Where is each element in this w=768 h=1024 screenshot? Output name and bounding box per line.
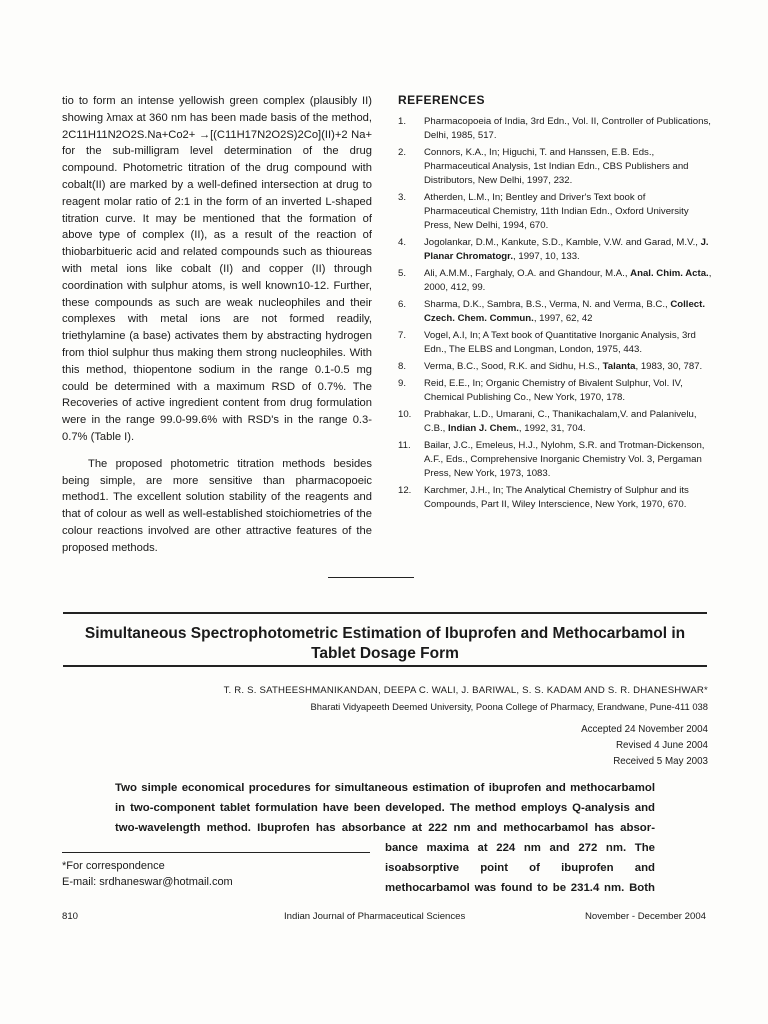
- title-bottom-rule: [63, 665, 707, 667]
- abstract-line: in two-component tablet formulation have been developed. The method employs Q-analysis and: [115, 802, 655, 814]
- reference-number: 7.: [398, 330, 407, 341]
- reference-journal: J. Planar Chromatogr.: [424, 237, 709, 262]
- reference-number: 10.: [398, 409, 412, 420]
- date-revised: Revised 4 June 2004: [615, 740, 708, 751]
- reference-number: 9.: [398, 378, 407, 389]
- date-received: Received 5 May 2003: [613, 756, 708, 767]
- reference-journal: Collect. Czech. Chem. Commun.: [424, 299, 705, 324]
- reference-journal: Indian J. Chem.: [448, 423, 519, 434]
- reference-text: [424, 115, 714, 143]
- reference-number: 4.: [398, 237, 407, 248]
- reference-citation: Pharmacopoeia of India, 3rd Edn., Vol. II, Controller of Publications, Delhi, 1985, 517.: [424, 116, 711, 141]
- reference-number: 11.: [398, 440, 411, 451]
- reference-text: [424, 360, 714, 374]
- reference-citation: Vogel, A.I, In; A Text book of Quantitative Inorganic Analysis, 3rd Edn., The ELBS and Longman, London, 1975, 443.: [424, 330, 696, 355]
- reference-item: [398, 329, 714, 357]
- reference-item: [398, 360, 714, 374]
- abstract-line: methocarbamol was found to be 231.4 nm. Both: [385, 882, 655, 894]
- title-top-rule: [63, 612, 707, 614]
- reference-volume: , 1992, 31, 704.: [518, 423, 586, 434]
- reference-item: [398, 484, 714, 512]
- left-paragraph-1: tio to form an intense yellowish green complex (plausibly II) showing λmax at 360 nm has been made basis of the method, 2C11H11N2O2S.Na+Co2+ →[(C11H17N2O2S)2Co](II)+2 Na+ for the sub-milligram level determination of the drug compound. Photometric titration of the drug compound with cobalt(II) are marked by a well-defined intersection at drug to reagent molar ratio of 2:1 in the form of an inverted L-shaped titration curve. It may be mentioned that the formation of above type of complex (II), as a result of the reaction of thiobarbitueric acid and related compounds such as thioureas with metal ions like cobalt (II) and copper (II) through coordination with sulphur atoms, is well known10-12. Further, these compounds as such are weak nucleophiles and their complexes with metal ions are not formed readily, triethylamine (a base) activates them by abstracting hydrogen from thiol sulphur thus making them strong nucleophiles. With this method, thiopentone sodium in the range 0.1-0.5 mg could be determined with a maximum RSD of 0.7%. The Recoveries of active ingredient content from drug formulation were in the range 99.0-99.6% with RSD's in the range 0.3-0.7% (Table I).: [62, 95, 372, 443]
- reference-number: 6.: [398, 299, 407, 310]
- reference-number: 5.: [398, 268, 407, 279]
- reference-item: [398, 298, 714, 326]
- section-divider-short: [328, 577, 414, 578]
- reference-volume: , 1997, 10, 133.: [513, 251, 580, 262]
- abstract-line: Two simple economical procedures for simultaneous estimation of ibuprofen and methocarbamol: [115, 782, 655, 794]
- reference-volume: , 1997, 62, 42: [533, 313, 593, 324]
- abstract-line: two-wavelength method. Ibuprofen has absorbance at 222 nm and methocarbamol has absor-: [115, 822, 655, 834]
- reference-text: [424, 484, 714, 512]
- reference-item: [398, 439, 714, 481]
- date-accepted: Accepted 24 November 2004: [581, 724, 708, 735]
- article-authors: T. R. S. SATHEESHMANIKANDAN, DEEPA C. WALI, J. BARIWAL, S. S. KADAM AND S. R. DHANESHWAR*: [223, 685, 708, 696]
- article-affiliation: Bharati Vidyapeeth Deemed University, Poona College of Pharmacy, Erandwane, Pune-411 038: [310, 701, 708, 712]
- reference-item: [398, 146, 714, 188]
- abstract-line: isoabsorptive point of ibuprofen and: [385, 862, 655, 874]
- reference-text: [424, 377, 714, 405]
- reference-item: [398, 115, 714, 143]
- reference-citation: Connors, K.A., In; Higuchi, T. and Hanssen, E.B. Eds., Pharmaceutical Analysis, 1st Indian Edn., CBS Publishers and Distributors, New Delhi, 1997, 232.: [424, 147, 689, 186]
- reference-text: [424, 298, 714, 326]
- issue-date: November - December 2004: [584, 911, 706, 922]
- article-title: Simultaneous Spectrophotometric Estimation of Ibuprofen and Methocarbamol in Tablet Dosage Form: [84, 625, 686, 662]
- correspondence-label: *For correspondence: [62, 860, 165, 872]
- references-list: [398, 115, 714, 512]
- reference-volume: , 2000, 412, 99.: [424, 268, 712, 293]
- reference-text: [424, 329, 714, 357]
- reference-text: [424, 408, 714, 436]
- reference-citation: Ali, A.M.M., Farghaly, O.A. and Ghandour, M.A.,: [424, 268, 631, 279]
- reference-citation: Bailar, J.C., Emeleus, H.J., Nylohm, S.R. and Trotman-Dickenson, A.F., Eds., Comprehensive Inorganic Chemistry Vol. 3, Pergaman Press, New York, 1973, 1083.: [424, 440, 705, 479]
- reference-item: [398, 408, 714, 436]
- abstract-line: bance maxima at 224 nm and 272 nm. The: [385, 842, 655, 854]
- reference-item: [398, 191, 714, 233]
- reference-item: [398, 267, 714, 295]
- references-heading: REFERENCES: [398, 93, 486, 107]
- reference-citation: Verma, B.C., Sood, R.K. and Sidhu, H.S.,: [424, 361, 603, 372]
- reference-text: [424, 267, 714, 295]
- reference-number: 12.: [398, 485, 412, 496]
- abstract-top: [115, 778, 655, 838]
- left-column: [62, 93, 372, 557]
- left-paragraph-2: The proposed photometric titration methods besides being simple, are more sensitive than pharmacopoeic method1. The excellent solution stability of the reagents and that of colour as well as well-established stoichiometries of the colour reactions involved are other attractive features of the proposed methods.: [62, 457, 372, 554]
- page-number: 810: [62, 911, 79, 922]
- abstract-bottom: [385, 838, 655, 898]
- references-section: [398, 93, 714, 515]
- footnote-rule: [62, 852, 370, 853]
- reference-citation: Prabhakar, L.D., Umarani, C., Thanikachalam,V. and Palanivelu, C.B.,: [424, 409, 697, 434]
- reference-citation: Sharma, D.K., Sambra, B.S., Verma, N. and Verma, B.C.,: [424, 299, 671, 310]
- reference-citation: Karchmer, J.H., In; The Analytical Chemistry of Sulphur and its Compounds, Part II, Wiley Interscience, New York, 1970, 670.: [424, 485, 689, 510]
- reference-number: 1.: [398, 116, 407, 127]
- reference-citation: Atherden, L.M., In; Bentley and Driver's Text book of Pharmaceutical Chemistry, 11th Indian Edn., Oxford University Press, New Delhi, 1994, 670.: [424, 192, 689, 231]
- article-dates: [408, 722, 708, 770]
- reference-text: [424, 146, 714, 188]
- reference-citation: Reid, E.E., In; Organic Chemistry of Bivalent Sulphur, Vol. IV, Chemical Publishing Co., New York, 1970, 178.: [424, 378, 683, 403]
- journal-name: Indian Journal of Pharmaceutical Sciences: [284, 911, 466, 922]
- reference-text: [424, 236, 714, 264]
- reference-volume: , 1983, 30, 787.: [635, 361, 703, 372]
- correspondence-email: E-mail: srdhaneswar@hotmail.com: [62, 876, 233, 888]
- reference-number: 8.: [398, 361, 407, 372]
- reference-item: [398, 236, 714, 264]
- reference-text: [424, 191, 714, 233]
- reference-journal: Anal. Chim. Acta.: [630, 268, 709, 279]
- reference-item: [398, 377, 714, 405]
- reference-citation: Jogolankar, D.M., Kankute, S.D., Kamble, V.W. and Garad, M.V.,: [424, 237, 701, 248]
- reference-number: 3.: [398, 192, 407, 203]
- reference-number: 2.: [398, 147, 407, 158]
- reference-journal: Talanta: [602, 361, 636, 372]
- reference-text: [424, 439, 714, 481]
- correspondence-footnote: [62, 858, 233, 890]
